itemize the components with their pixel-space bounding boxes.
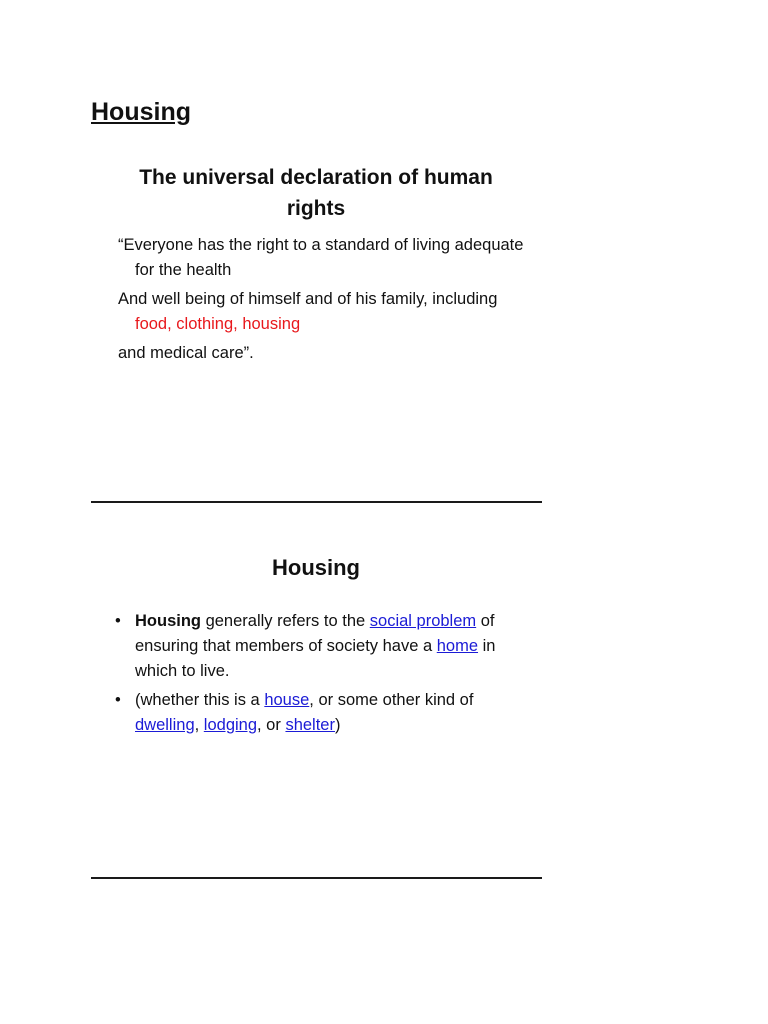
bullet2-text-4: , or bbox=[257, 716, 286, 734]
link-social-problem[interactable]: social problem bbox=[369, 612, 477, 630]
bullet-dot-icon: • bbox=[115, 612, 121, 630]
link-dwelling[interactable]: dwelling bbox=[135, 716, 195, 734]
bullet2-text-1: (whether this is a bbox=[135, 691, 265, 709]
bullet1-text-3: in which to live. bbox=[135, 637, 496, 680]
bullet1-text-1: generally refers to the bbox=[201, 612, 370, 630]
bullet2-text-5: ) bbox=[334, 716, 341, 734]
quote-line-2-text: And well being of himself and of his family, including bbox=[118, 290, 498, 308]
slide-subtitle: The universal declaration of human rights bbox=[139, 166, 493, 220]
bullet-dot-icon: • bbox=[115, 691, 121, 709]
quote-line-1: “Everyone has the right to a standard of living adequate for the health bbox=[118, 236, 524, 279]
link-lodging[interactable]: lodging bbox=[203, 716, 258, 734]
highlighted-needs: food, clothing, housing bbox=[135, 315, 301, 333]
quote-line-2 bbox=[118, 287, 538, 337]
slide-divider-1 bbox=[91, 501, 542, 503]
slide-divider-2 bbox=[91, 877, 542, 879]
housing-term: Housing bbox=[135, 612, 201, 630]
slide2-title: Housing bbox=[272, 555, 360, 580]
bullet-item-2 bbox=[115, 688, 515, 738]
bullet2-text-3: , bbox=[194, 716, 204, 734]
link-shelter[interactable]: shelter bbox=[285, 716, 335, 734]
bullet-item-1 bbox=[115, 609, 515, 684]
quote-block bbox=[118, 233, 538, 370]
quote-line-3: and medical care”. bbox=[118, 344, 254, 362]
page-title: Housing bbox=[91, 98, 191, 126]
link-house[interactable]: house bbox=[264, 691, 310, 709]
bullet1-text-2: of ensuring that members of society have a bbox=[135, 612, 495, 655]
bullet-list bbox=[115, 609, 515, 742]
link-home[interactable]: home bbox=[436, 637, 479, 655]
bullet2-text-2: , or some other kind of bbox=[309, 691, 474, 709]
